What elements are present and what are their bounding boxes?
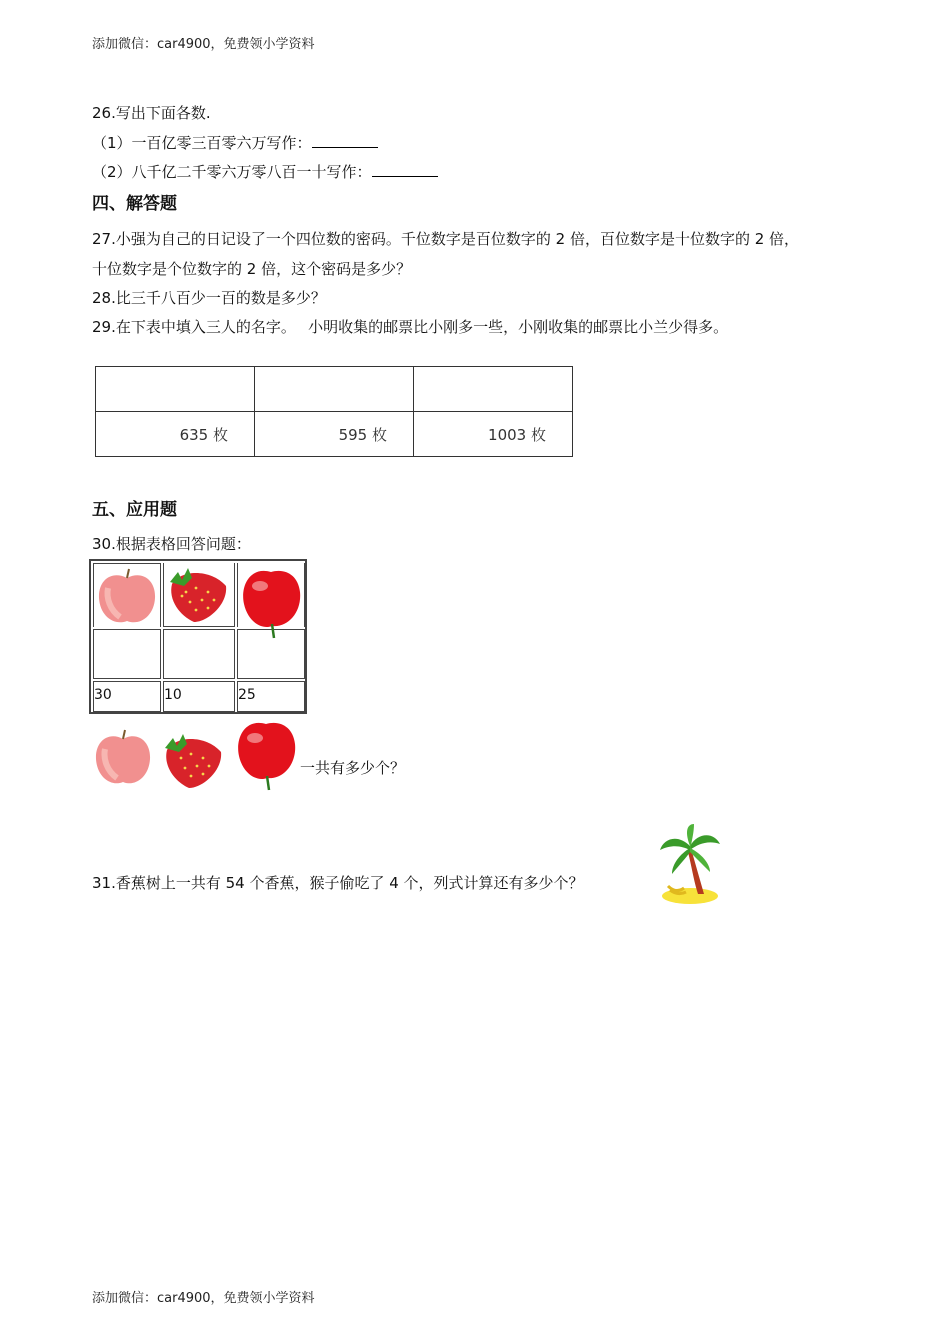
q26-item1-text: （1）一百亿零三百零六万写作： [92, 134, 312, 152]
table-row [96, 412, 573, 457]
count-cherry: 25 [238, 687, 256, 703]
apple-icon [91, 725, 155, 791]
palm-tree-icon [658, 824, 722, 906]
stamp-count-cell: 595 枚 [255, 412, 414, 457]
name-cell[interactable] [255, 367, 414, 412]
blank-cell[interactable] [163, 629, 235, 679]
fruit-table [89, 559, 307, 714]
q28: 28.比三千八百少一百的数是多少？ [92, 289, 326, 307]
strawberry-icon [164, 564, 234, 624]
stamp-count-cell: 635 枚 [96, 412, 255, 457]
cherry-icon [238, 564, 304, 640]
answer-blank[interactable] [372, 162, 438, 177]
q29: 29.在下表中填入三人的名字。 小明收集的邮票比小刚多一些，小刚收集的邮票比小兰少得多。 [92, 318, 729, 336]
cherry-icon [232, 716, 300, 792]
apple-icon [94, 564, 160, 627]
page-header: 添加微信：car4900，免费领小学资料 [92, 37, 315, 52]
q26-item2 [92, 162, 438, 182]
q26-title: 26.写出下面各数. [92, 104, 211, 122]
q27-line1: 27.小强为自己的日记设了一个四位数的密码。千位数字是百位数字的 2 倍，百位数字是十位数字的 2 倍， [92, 230, 800, 248]
q30-question: 一共有多少个？ [300, 759, 406, 777]
section-heading-5: 五、应用题 [92, 500, 177, 520]
section-heading-4: 四、解答题 [92, 194, 177, 214]
answer-blank[interactable] [312, 133, 378, 148]
strawberry-icon [157, 730, 231, 790]
name-cell[interactable] [414, 367, 573, 412]
stamp-table [95, 366, 573, 457]
stamp-count-cell: 1003 枚 [414, 412, 573, 457]
blank-cell[interactable] [93, 629, 161, 679]
count-strawberry: 10 [164, 687, 182, 703]
q30-title: 30.根据表格回答问题： [92, 535, 251, 553]
table-row [96, 367, 573, 412]
page-footer: 添加微信：car4900，免费领小学资料 [92, 1291, 315, 1306]
q26-item2-text: （2）八千亿二千零六万零八百一十写作： [92, 163, 372, 181]
q31: 31.香蕉树上一共有 54 个香蕉，猴子偷吃了 4 个，列式计算还有多少个？ [92, 874, 584, 892]
name-cell[interactable] [96, 367, 255, 412]
q27-line2: 十位数字是个位数字的 2 倍，这个密码是多少？ [92, 260, 412, 278]
count-apple: 30 [94, 687, 112, 703]
q26-item1 [92, 133, 378, 153]
